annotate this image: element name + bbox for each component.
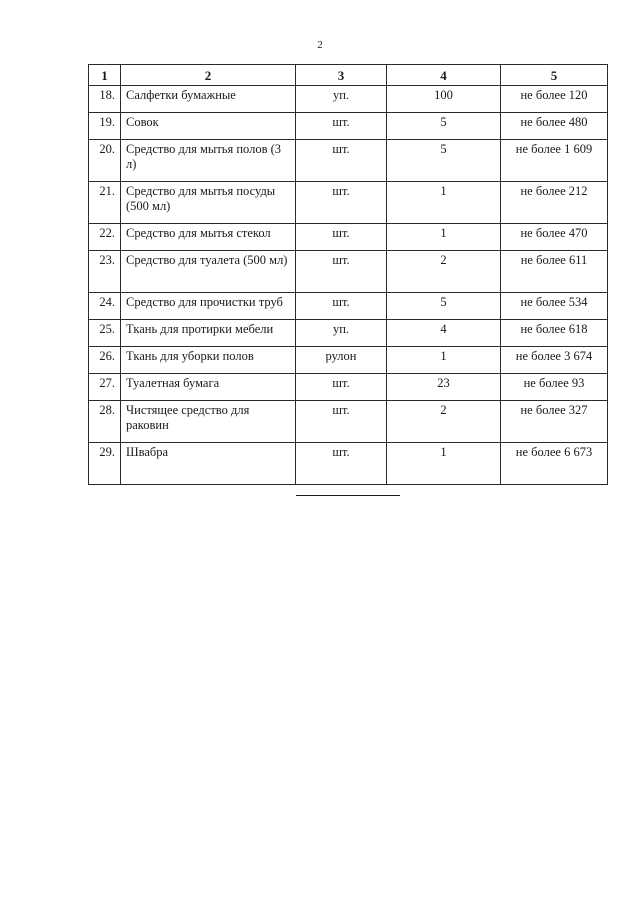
table-row xyxy=(89,293,608,320)
item-price: не более 120 xyxy=(501,86,608,113)
row-number: 29. xyxy=(89,443,121,485)
table-row xyxy=(89,224,608,251)
table-row xyxy=(89,443,608,485)
item-quantity: 1 xyxy=(387,347,501,374)
item-quantity: 5 xyxy=(387,113,501,140)
item-quantity: 5 xyxy=(387,293,501,320)
item-name: Средство для мытья полов (3 л) xyxy=(121,140,296,182)
table-row xyxy=(89,113,608,140)
item-unit: шт. xyxy=(296,443,387,485)
row-number: 23. xyxy=(89,251,121,293)
item-name: Чистящее средство для раковин xyxy=(121,401,296,443)
item-quantity: 1 xyxy=(387,443,501,485)
row-number: 28. xyxy=(89,401,121,443)
item-price: не более 327 xyxy=(501,401,608,443)
row-number: 27. xyxy=(89,374,121,401)
item-quantity: 2 xyxy=(387,251,501,293)
row-number: 26. xyxy=(89,347,121,374)
item-unit: уп. xyxy=(296,86,387,113)
item-quantity: 1 xyxy=(387,224,501,251)
item-name: Совок xyxy=(121,113,296,140)
item-unit: уп. xyxy=(296,320,387,347)
item-name: Швабра xyxy=(121,443,296,485)
item-unit: шт. xyxy=(296,293,387,320)
item-price: не более 618 xyxy=(501,320,608,347)
item-quantity: 2 xyxy=(387,401,501,443)
item-name: Средство для мытья стекол xyxy=(121,224,296,251)
table-header-row xyxy=(89,65,608,86)
item-price: не более 480 xyxy=(501,113,608,140)
item-price: не более 611 xyxy=(501,251,608,293)
item-unit: шт. xyxy=(296,140,387,182)
row-number: 20. xyxy=(89,140,121,182)
item-price: не более 3 674 xyxy=(501,347,608,374)
item-name: Средство для прочистки труб xyxy=(121,293,296,320)
item-name: Средство для мытья посуды (500 мл) xyxy=(121,182,296,224)
table-row xyxy=(89,140,608,182)
item-name: Средство для туалета (500 мл) xyxy=(121,251,296,293)
item-price: не более 212 xyxy=(501,182,608,224)
column-header-price: 5 xyxy=(501,65,608,86)
supplies-table xyxy=(88,64,608,485)
table-row xyxy=(89,182,608,224)
row-number: 21. xyxy=(89,182,121,224)
item-unit: шт. xyxy=(296,251,387,293)
column-header-quantity: 4 xyxy=(387,65,501,86)
row-number: 19. xyxy=(89,113,121,140)
row-number: 24. xyxy=(89,293,121,320)
row-number: 22. xyxy=(89,224,121,251)
table-row xyxy=(89,347,608,374)
item-unit: шт. xyxy=(296,374,387,401)
item-quantity: 5 xyxy=(387,140,501,182)
item-unit: шт. xyxy=(296,113,387,140)
item-name: Ткань для уборки полов xyxy=(121,347,296,374)
row-number: 18. xyxy=(89,86,121,113)
item-price: не более 93 xyxy=(501,374,608,401)
row-number: 25. xyxy=(89,320,121,347)
item-quantity: 4 xyxy=(387,320,501,347)
table-row xyxy=(89,374,608,401)
item-name: Туалетная бумага xyxy=(121,374,296,401)
item-price: не более 470 xyxy=(501,224,608,251)
item-name: Ткань для протирки мебели xyxy=(121,320,296,347)
column-header-unit: 3 xyxy=(296,65,387,86)
table-row xyxy=(89,401,608,443)
column-header-number: 1 xyxy=(89,65,121,86)
column-header-name: 2 xyxy=(121,65,296,86)
table-row xyxy=(89,86,608,113)
item-name: Салфетки бумажные xyxy=(121,86,296,113)
item-price: не более 534 xyxy=(501,293,608,320)
table-row xyxy=(89,251,608,293)
item-unit: шт. xyxy=(296,224,387,251)
item-unit: шт. xyxy=(296,182,387,224)
item-unit: рулон xyxy=(296,347,387,374)
item-price: не более 1 609 xyxy=(501,140,608,182)
table-row xyxy=(89,320,608,347)
end-divider-line xyxy=(296,495,400,496)
page-number: 2 xyxy=(317,39,323,51)
item-price: не более 6 673 xyxy=(501,443,608,485)
item-unit: шт. xyxy=(296,401,387,443)
item-quantity: 23 xyxy=(387,374,501,401)
item-quantity: 1 xyxy=(387,182,501,224)
item-quantity: 100 xyxy=(387,86,501,113)
